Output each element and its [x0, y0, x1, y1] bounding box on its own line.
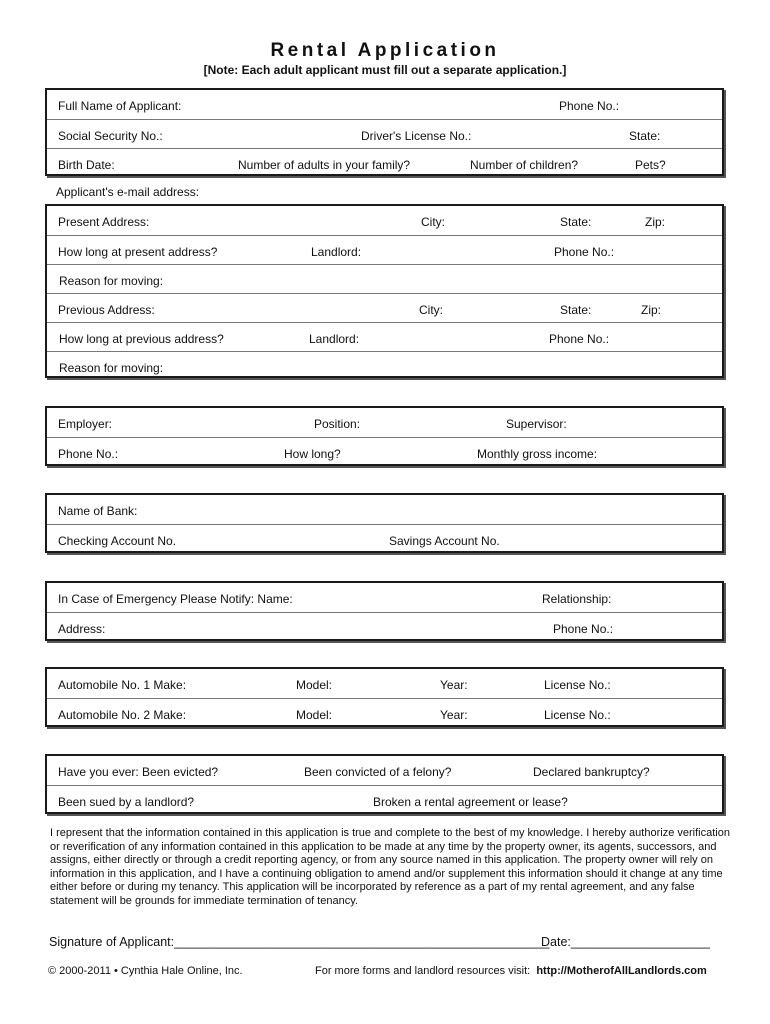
num-children-field[interactable]: Number of children? [470, 158, 579, 172]
license-state-field[interactable]: State: [629, 129, 661, 143]
authorization-statement: I represent that the information contained in this application is true and complete to the best of my knowledge. I hereby authorize verification or reverification of any information contained in this application to be made at any time by the property owner, its agents, successors, and assigns, either directly or through a credit reporting agency, or from any source named in this application. The property owner will rely on information in this application, and I have a continuing obligation to amend and/or supplement this information should it change at any time either before or during my tenancy. This application will be incorporated by reference as a part of my rental agreement, and any false statement will be grounds for immediate termination of tenancy. [50, 827, 730, 907]
employment-row-2 [47, 437, 722, 466]
address-row-4 [47, 293, 722, 322]
full-name-field[interactable]: Full Name of Applicant: [58, 99, 182, 113]
auto2-make-field[interactable]: Automobile No. 2 Make: [58, 708, 187, 722]
bank-row-1 [47, 495, 722, 524]
emergency-row-2 [47, 612, 722, 641]
auto1-make-field[interactable]: Automobile No. 1 Make: [58, 678, 187, 692]
checking-account-field[interactable]: Checking Account No. [58, 534, 177, 548]
previous-reason-field[interactable]: Reason for moving: [59, 361, 164, 375]
present-address-field[interactable]: Present Address: [58, 215, 150, 229]
applicant-section [45, 88, 724, 176]
previous-landlord-field[interactable]: Landlord: [309, 332, 360, 346]
address-row-1 [47, 206, 722, 235]
sued-field[interactable]: Been sued by a landlord? [58, 795, 195, 809]
automobile-row-1 [47, 669, 722, 698]
ssn-field[interactable]: Social Security No.: [58, 129, 163, 143]
history-row-1 [47, 756, 722, 785]
emergency-phone-field[interactable]: Phone No.: [553, 622, 614, 636]
previous-zip-field[interactable]: Zip: [641, 303, 662, 317]
footer-link[interactable]: http://MotherofAllLandlords.com [536, 965, 707, 977]
how-long-present-field[interactable]: How long at present address? [58, 245, 218, 259]
emergency-row-1 [47, 583, 722, 612]
present-state-field[interactable]: State: [560, 215, 592, 229]
address-row-6 [47, 351, 722, 380]
auto1-year-field[interactable]: Year: [440, 678, 468, 692]
num-adults-field[interactable]: Number of adults in your family? [238, 158, 411, 172]
copyright-text: © 2000-2011 • Cynthia Hale Online, Inc. [48, 965, 243, 977]
present-reason-field[interactable]: Reason for moving: [59, 274, 164, 288]
address-section [45, 204, 724, 378]
present-zip-field[interactable]: Zip: [645, 215, 666, 229]
bank-name-field[interactable]: Name of Bank: [58, 504, 138, 518]
relationship-field[interactable]: Relationship: [542, 592, 612, 606]
present-landlord-field[interactable]: Landlord: [311, 245, 362, 259]
present-city-field[interactable]: City: [421, 215, 445, 229]
present-landlord-phone-field[interactable]: Phone No.: [554, 245, 615, 259]
previous-city-field[interactable]: City: [419, 303, 443, 317]
bankruptcy-field[interactable]: Declared bankruptcy? [533, 765, 650, 779]
employer-field[interactable]: Employer: [58, 417, 113, 431]
applicant-row-2 [47, 119, 722, 148]
page-note: [Note: Each adult applicant must fill out a separate application.] [203, 63, 567, 77]
bank-section [45, 493, 724, 553]
footer-resources-text: For more forms and landlord resources visit: [315, 965, 531, 977]
previous-address-field[interactable]: Previous Address: [58, 303, 155, 317]
savings-account-field[interactable]: Savings Account No. [389, 534, 500, 548]
applicant-row-1 [47, 90, 722, 119]
supervisor-field[interactable]: Supervisor: [506, 417, 567, 431]
position-field[interactable]: Position: [314, 417, 361, 431]
employer-phone-field[interactable]: Phone No.: [58, 447, 119, 461]
address-row-5 [47, 322, 722, 351]
auto1-license-field[interactable]: License No.: [544, 678, 611, 692]
bank-row-2 [47, 524, 722, 553]
applicant-row-3 [47, 148, 722, 177]
signature-field[interactable]: Signature of Applicant:______________________________________________________ [49, 935, 550, 949]
how-long-previous-field[interactable]: How long at previous address? [59, 332, 224, 346]
automobile-section [45, 667, 724, 727]
drivers-license-field[interactable]: Driver's License No.: [361, 129, 472, 143]
signature-date-field[interactable]: Date:____________________ [541, 935, 710, 949]
employment-section [45, 406, 724, 466]
employment-row-1 [47, 408, 722, 437]
emergency-section [45, 581, 724, 641]
phone-field[interactable]: Phone No.: [559, 99, 620, 113]
employment-how-long-field[interactable]: How long? [284, 447, 341, 461]
address-row-2 [47, 235, 722, 264]
email-field[interactable]: Applicant's e-mail address: [56, 185, 200, 199]
monthly-income-field[interactable]: Monthly gross income: [477, 447, 598, 461]
pets-field[interactable]: Pets? [635, 158, 666, 172]
auto2-model-field[interactable]: Model: [296, 708, 333, 722]
previous-state-field[interactable]: State: [560, 303, 592, 317]
evicted-field[interactable]: Have you ever: Been evicted? [58, 765, 219, 779]
auto2-year-field[interactable]: Year: [440, 708, 468, 722]
history-section [45, 754, 724, 814]
auto2-license-field[interactable]: License No.: [544, 708, 611, 722]
felony-field[interactable]: Been convicted of a felony? [304, 765, 452, 779]
footer-resources [315, 965, 707, 977]
automobile-row-2 [47, 698, 722, 727]
previous-landlord-phone-field[interactable]: Phone No.: [549, 332, 610, 346]
history-row-2 [47, 785, 722, 814]
broken-lease-field[interactable]: Broken a rental agreement or lease? [373, 795, 568, 809]
birth-date-field[interactable]: Birth Date: [58, 158, 115, 172]
page-title: Rental Application [270, 40, 500, 61]
emergency-address-field[interactable]: Address: [58, 622, 106, 636]
emergency-name-field[interactable]: In Case of Emergency Please Notify: Name: [58, 592, 293, 606]
address-row-3 [47, 264, 722, 293]
auto1-model-field[interactable]: Model: [296, 678, 333, 692]
